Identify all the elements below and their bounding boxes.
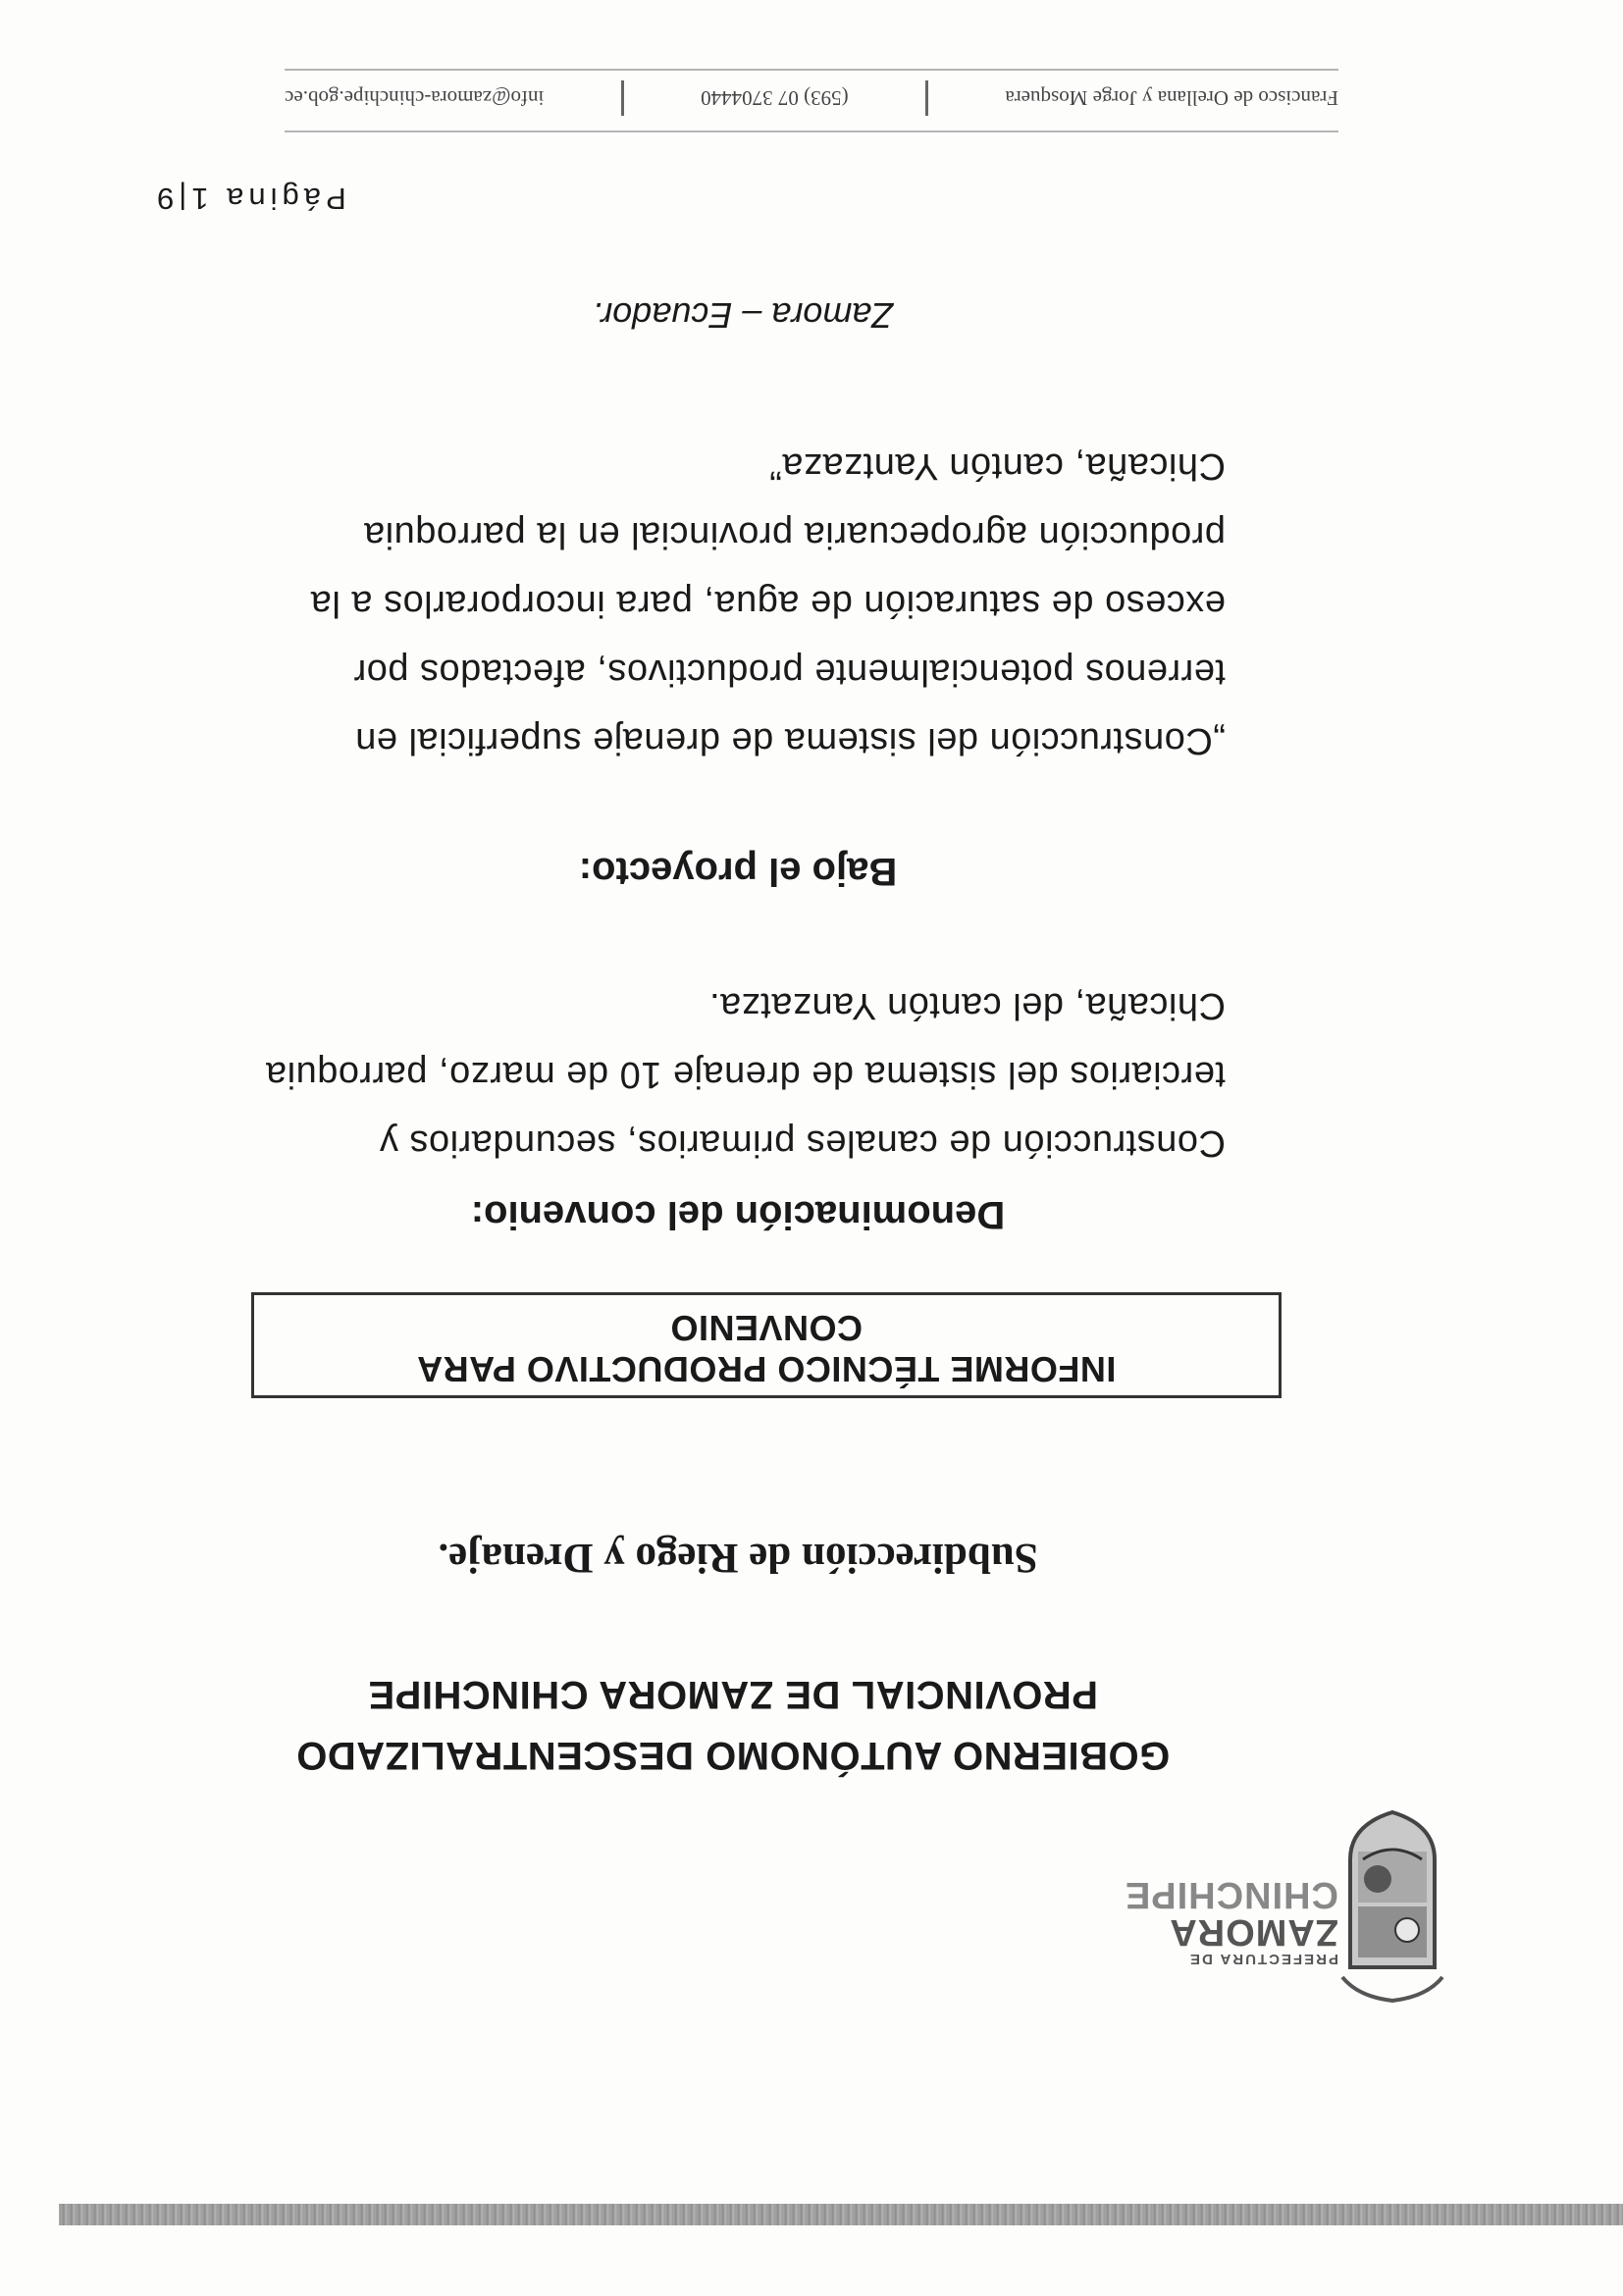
- agreement-text: Construcción de canales primarios, secundarios y terciarios del sistema de drenaje 10 de marzo, parroquia Chicaña, del cantón Yanzatza.: [265, 985, 1226, 1164]
- report-title-line1: INFORME TÉCNICO PRODUCTIVO PARA: [416, 1349, 1117, 1389]
- footer-phone: (593) 07 3704440: [701, 86, 849, 111]
- subdirection-title: Subdirección de Riego y Drenaje.: [438, 1535, 1038, 1581]
- page-number: Página 1|9: [152, 182, 346, 216]
- footer-separator: [621, 80, 624, 116]
- government-title-line2: PROVINCIAL DE ZAMORA CHINCHIPE: [368, 1673, 1098, 1716]
- logo-text: [1024, 1876, 1338, 1967]
- project-text: „Construcción del sistema de drenaje superficial en terrenos potencialmente productivos, afectados por exceso de saturación de agua, para incorporarlos a la producción agropecuaria provincial en la parroquia Chicaña, cantón Yantzaza”: [310, 445, 1226, 761]
- government-title-line1: GOBIERNO AUTÓNOMO DESCENTRALIZADO: [295, 1734, 1171, 1777]
- footer-rule-bottom: [285, 69, 1338, 71]
- footer: [285, 78, 1338, 118]
- prefectura-logo: [1015, 1805, 1446, 2007]
- report-title-line2: CONVENIO: [669, 1308, 864, 1348]
- logo-line-zamora: ZAMORA: [1169, 1911, 1338, 1953]
- coat-of-arms-icon: [1338, 1805, 1446, 2007]
- project-heading: Bajo el proyecto:: [578, 850, 898, 893]
- logo-small-line: PREFECTURA DE: [1188, 1951, 1338, 1967]
- government-title: [0, 1664, 1623, 1786]
- footer-rule-top: [285, 130, 1338, 132]
- footer-separator: [925, 80, 928, 116]
- agreement-heading: Denominación del convenio:: [470, 1193, 1006, 1236]
- footer-email: info@zamora-chinchipe.gob.ec: [285, 86, 545, 111]
- footer-address: Francisco de Orellana y Jorge Mosquera: [1005, 86, 1338, 111]
- logo-line-chinchipe: CHINCHIPE: [1124, 1874, 1338, 1915]
- scan-edge-strip: [59, 2204, 1623, 2225]
- report-title-box: [251, 1292, 1282, 1398]
- place-line: Zamora – Ecuador.: [592, 295, 894, 336]
